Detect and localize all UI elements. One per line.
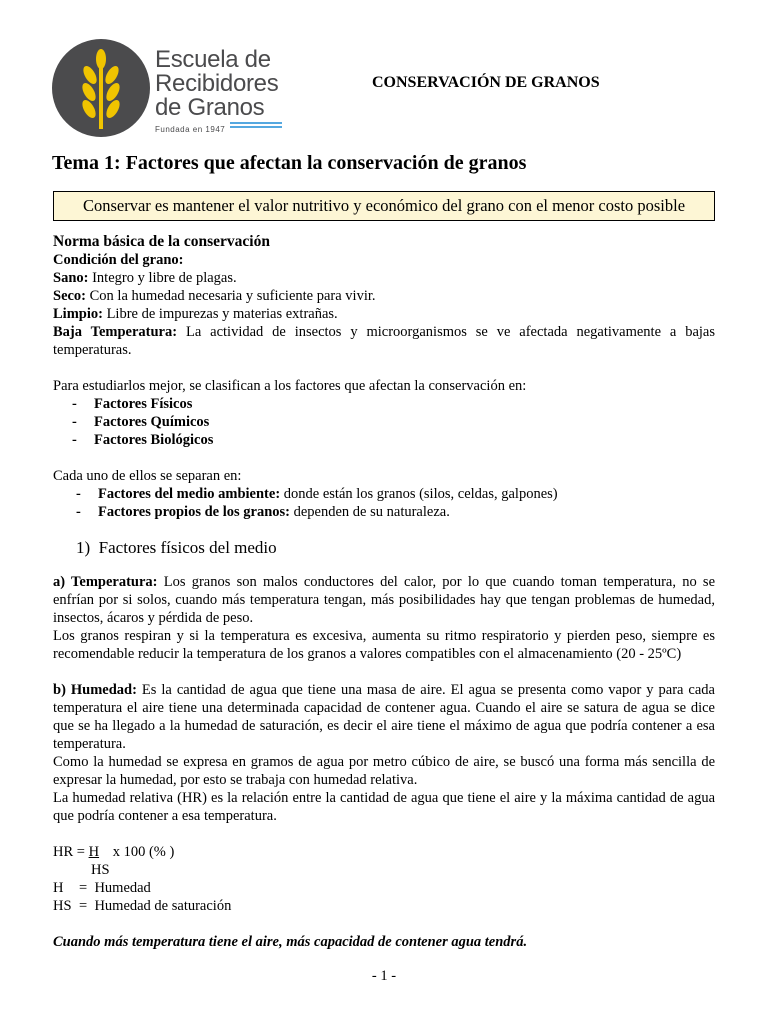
logo-founded: Fundada en 1947 [155, 125, 226, 134]
norma-subtitle: Condición del grano: [53, 252, 184, 268]
separacion-intro: Cada uno de ellos se separan en: [53, 468, 242, 484]
list-item: - Factores del medio ambiente: donde están los granos (silos, celdas, galpones) [76, 486, 558, 502]
list-item-label: Factores Químicos [94, 414, 210, 430]
formula-def [53, 879, 715, 897]
def-equals: = [79, 880, 88, 896]
logo-wordmark [155, 48, 278, 120]
humedad-text: Es la cantidad de agua que tiene una masa de aire. El agua se presenta como vapor y para cada temperatura el aire tiene una determinada capacidad de contener agua. Cuando el aire se satura de agua se dice que se ha llegado a la humedad de saturación, es decir el aire tiene el máximo de agua que podría contener a esa temperatura. [53, 682, 715, 752]
section-title: Factores físicos del medio [98, 538, 277, 557]
formula-lhs: HR = [53, 844, 89, 860]
logo-line-1: Escuela de [155, 46, 271, 73]
logo-line-3: de Granos [155, 94, 265, 121]
humedad-term: b) Humedad: [53, 682, 137, 698]
clasificacion-intro: Para estudiarlos mejor, se clasifican a los factores que afectan la conservación en: [53, 378, 527, 394]
norma-term: Baja Temperatura: [53, 324, 178, 340]
def-description: Humedad [94, 880, 151, 896]
temperatura-paragraph [53, 573, 715, 627]
norma-item [53, 269, 715, 287]
def-description: Humedad de saturación [94, 898, 232, 914]
norma-text: Libre de impurezas y materias extrañas. [102, 306, 338, 322]
list-item: - Factores Biológicos [72, 432, 214, 448]
formula-denominator: HS [91, 862, 110, 878]
list-item-label: Factores Físicos [94, 396, 193, 412]
norma-term: Seco: [53, 288, 87, 304]
list-item-term: Factores propios de los granos: [98, 504, 290, 520]
list-item-text: donde están los granos (silos, celdas, galpones) [280, 486, 558, 502]
hr-formula [53, 843, 715, 915]
flag-stripes [230, 122, 282, 130]
formula-rest: x 100 (% ) [109, 844, 175, 860]
temperatura-paragraph-2: Los granos respiran y si la temperatura es excesiva, aumenta su ritmo respiratorio y pierden peso, siempre es recomendable reducir la temperatura de los granos a valores compatibles con el almacenamiento (20 - 25ºC) [53, 628, 715, 662]
list-item: - Factores Químicos [72, 414, 210, 430]
formula-line [53, 843, 715, 861]
norma-item [53, 305, 715, 323]
page-number: - 1 - [371, 968, 397, 984]
norma-text: Integro y libre de plagas. [88, 270, 237, 286]
clasificacion-list [53, 395, 715, 449]
norma-text: La actividad de insectos y microorganismos se ve afectada negativamente a bajas temperaturas. [53, 324, 716, 358]
section-heading [53, 539, 715, 557]
topic-title: Tema 1: Factores que afectan la conservación de granos [52, 152, 527, 174]
list-item-label: Factores Biológicos [94, 432, 214, 448]
def-equals: = [79, 898, 88, 914]
section-number: 1) [76, 538, 91, 557]
temperatura-term: a) Temperatura: [53, 574, 158, 590]
norma-item [53, 323, 715, 359]
list-item: - Factores propios de los granos: dependen de su naturaleza. [76, 504, 450, 520]
document-body [53, 233, 715, 951]
conclusion-note: Cuando más temperatura tiene el aire, más capacidad de contener agua tendrá. [53, 934, 528, 950]
def-symbol: H [53, 880, 64, 896]
norma-text: Con la humedad necesaria y suficiente para vivir. [86, 288, 376, 304]
norma-item [53, 287, 715, 305]
document-title: CONSERVACIÓN DE GRANOS [372, 74, 600, 91]
def-symbol: HS [53, 898, 72, 914]
norma-title: Norma básica de la conservación [53, 233, 270, 250]
humedad-paragraph [53, 681, 715, 753]
norma-term: Sano: [53, 270, 89, 286]
temperatura-text: Los granos son malos conductores del calor, por lo que cuando toman temperatura, no se enfrían por si solos, cuando más temperatura tengan, más posibilidades hay que tengan problemas de humedad, insectos, ácaros y pérdida de peso. [53, 574, 716, 626]
logo-line-2: Recibidores [155, 70, 279, 97]
school-logo [52, 39, 292, 139]
formula-numerator: H [88, 844, 100, 860]
list-item: - Factores Físicos [72, 396, 193, 412]
separacion-list [53, 485, 715, 521]
humedad-paragraph-3: La humedad relativa (HR) es la relación entre la cantidad de agua que tiene el aire y la máxima cantidad de agua que podría contener a esa temperatura. [53, 790, 715, 824]
list-item-term: Factores del medio ambiente: [98, 486, 281, 502]
wheat-icon [52, 39, 150, 137]
norma-term: Limpio: [53, 306, 103, 322]
list-item-text: dependen de su naturaleza. [290, 504, 450, 520]
highlight-box: Conservar es mantener el valor nutritivo y económico del grano con el menor costo posible [53, 191, 715, 221]
formula-def [53, 897, 715, 915]
humedad-paragraph-2: Como la humedad se expresa en gramos de agua por metro cúbico de aire, se buscó una forma más sencilla de expresar la humedad, por esto se trabaja con humedad relativa. [53, 754, 715, 788]
